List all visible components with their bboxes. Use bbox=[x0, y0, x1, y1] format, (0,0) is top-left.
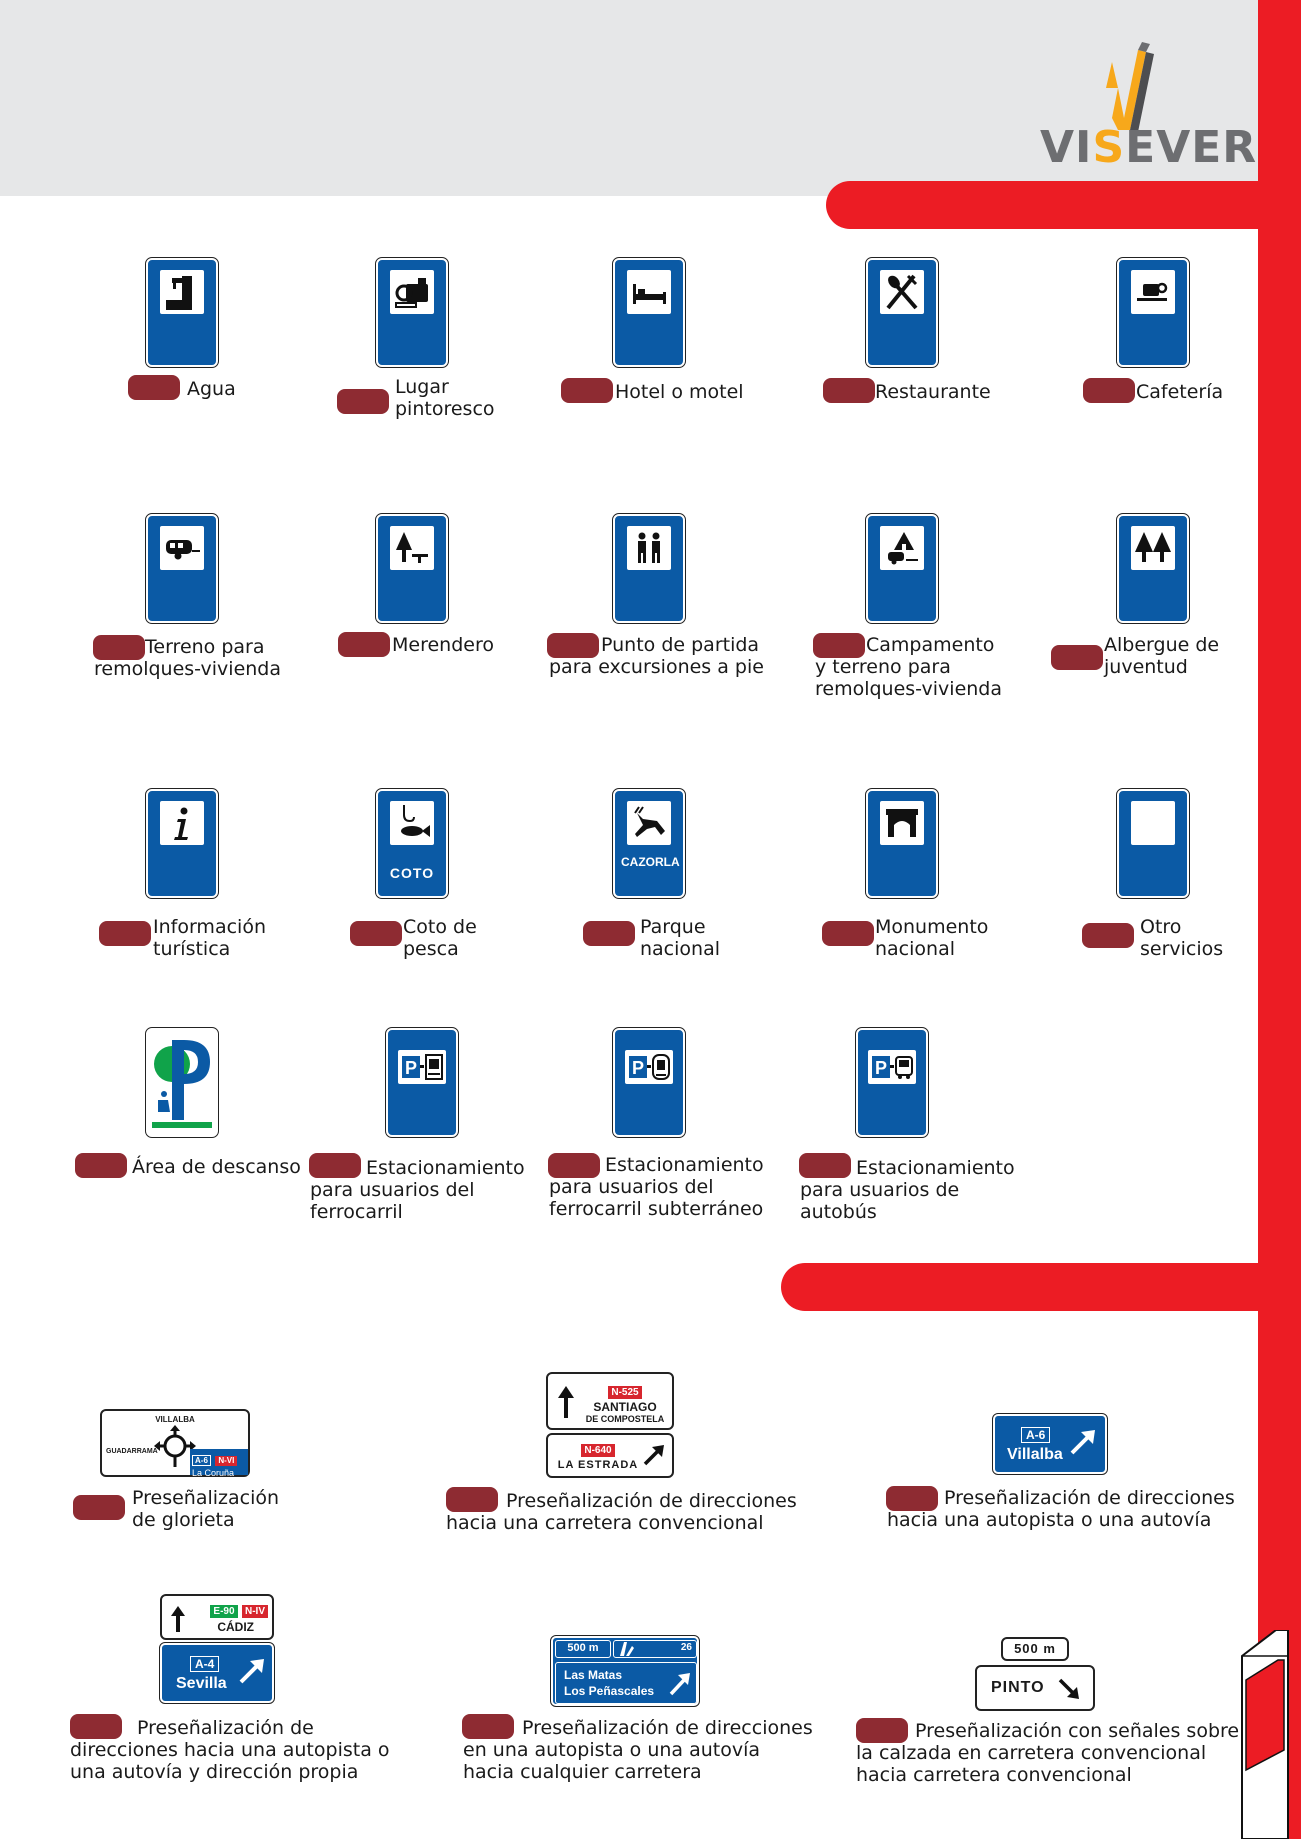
arrow-up-right-icon bbox=[642, 1443, 666, 1467]
sign-restaurante bbox=[866, 258, 938, 367]
brand-name-accent: S bbox=[1092, 122, 1126, 173]
dir-label: Preseñalización con señales sobre la calzada en carretera convencional hacia carretera convencional bbox=[856, 1720, 1240, 1786]
sign-code-chip bbox=[99, 921, 151, 946]
brand-name-post: EVER bbox=[1125, 122, 1258, 173]
calzada-distance: 500 m bbox=[1001, 1637, 1069, 1661]
propia-dest: Sevilla bbox=[176, 1675, 227, 1692]
autopista-road: A-6 bbox=[1021, 1427, 1050, 1443]
sign-cualquier bbox=[551, 1636, 699, 1706]
brand-name bbox=[1040, 122, 1257, 173]
svg-text:P: P bbox=[631, 1058, 645, 1078]
dir-label: Preseñalización de glorieta bbox=[132, 1487, 280, 1531]
dir-label: Preseñalización de direcciones hacia una autopista o una autovía bbox=[887, 1487, 1235, 1531]
sign-parking-ferrocarril bbox=[386, 1028, 458, 1137]
monument-icon bbox=[880, 801, 924, 845]
arrow-up-icon bbox=[556, 1386, 576, 1418]
arrow-up-right-icon bbox=[238, 1657, 266, 1685]
sign-merendero bbox=[376, 514, 448, 623]
sign-label: Coto de pesca bbox=[403, 916, 477, 960]
dir-label: Preseñalización de direcciones hacia una carretera convencional bbox=[446, 1490, 797, 1534]
convencional-bottom-dest: LA ESTRADA bbox=[557, 1459, 639, 1471]
arrow-up-right-icon bbox=[668, 1671, 692, 1697]
sign-plate-text: COTO bbox=[389, 865, 435, 881]
cualquier-dest-box bbox=[555, 1662, 697, 1704]
propia-top-dest: CÁDIZ bbox=[217, 1620, 254, 1634]
propia-top-road1: E-90 bbox=[210, 1605, 237, 1618]
sign-glorieta bbox=[100, 1409, 250, 1477]
sign-label: Estacionamiento para usuarios de autobús bbox=[800, 1157, 1015, 1223]
calzada-dest: PINTO bbox=[991, 1679, 1045, 1696]
hikers-icon bbox=[627, 526, 671, 570]
dir-label: Preseñalización de direcciones hacia una autopista o una autovía y dirección propia bbox=[70, 1717, 390, 1783]
arrow-up-right-icon bbox=[1069, 1428, 1097, 1456]
cualquier-exit-box bbox=[613, 1640, 697, 1658]
arrow-up-icon bbox=[170, 1606, 186, 1632]
glorieta-north: VILLALBA bbox=[155, 1415, 195, 1424]
propia-road: A-4 bbox=[190, 1656, 219, 1672]
sign-hotel bbox=[613, 258, 685, 367]
sign-propia-top bbox=[160, 1594, 274, 1640]
sign-label: Hotel o motel bbox=[615, 381, 744, 403]
sign-code-chip bbox=[338, 632, 390, 657]
sign-code-chip bbox=[823, 378, 875, 403]
sign-code-chip bbox=[1082, 923, 1134, 948]
sign-label: Información turística bbox=[153, 916, 266, 960]
sign-code-chip bbox=[822, 921, 874, 946]
fish-hook-icon bbox=[390, 801, 434, 845]
rest-area-icon bbox=[148, 1030, 216, 1135]
sign-plate-text: CAZORLA bbox=[621, 855, 680, 869]
sign-label: Lugar pintoresco bbox=[395, 376, 495, 420]
sign-label: Área de descanso bbox=[132, 1156, 301, 1178]
caravan-icon bbox=[160, 526, 204, 570]
blank-icon bbox=[1131, 801, 1175, 845]
sign-parking-subterraneo bbox=[613, 1028, 685, 1137]
parking-train-icon bbox=[398, 1050, 446, 1084]
brand-name-pre: VI bbox=[1040, 122, 1093, 173]
propia-top-road2: N-IV bbox=[242, 1605, 268, 1618]
dir-label: Preseñalización de direcciones en una autopista o una autovía hacia cualquier carretera bbox=[463, 1717, 813, 1783]
cualquier-line2: Los Peñascales bbox=[564, 1684, 655, 1698]
sign-parking-autobus bbox=[856, 1028, 928, 1137]
sign-code-chip bbox=[75, 1153, 127, 1178]
glorieta-road1: A-6 bbox=[192, 1455, 211, 1466]
sign-label: Restaurante bbox=[875, 381, 991, 403]
road-marker-post-icon bbox=[1240, 1630, 1290, 1839]
convencional-top-line2: DE COMPOSTELA bbox=[585, 1414, 665, 1424]
svg-text:P: P bbox=[874, 1058, 888, 1078]
cualquier-line1: Las Matas bbox=[564, 1668, 623, 1682]
convencional-top-line1: SANTIAGO bbox=[593, 1400, 657, 1414]
sign-label: Campamento y terreno para remolques-vivienda bbox=[815, 634, 1003, 700]
glorieta-blue-plate bbox=[190, 1449, 248, 1478]
sign-label: Parque nacional bbox=[640, 916, 720, 960]
sign-label: Cafetería bbox=[1136, 381, 1224, 403]
sign-label: Merendero bbox=[392, 634, 494, 656]
sign-label: Estacionamiento para usuarios del ferrocarril bbox=[310, 1157, 525, 1223]
sign-label: Albergue de juventud bbox=[1104, 634, 1220, 678]
sign-remolques bbox=[146, 514, 218, 623]
sign-informacion bbox=[146, 789, 218, 898]
sign-cafeteria bbox=[1117, 258, 1189, 367]
sign-code-chip bbox=[583, 921, 635, 946]
sign-code-chip bbox=[1083, 378, 1135, 403]
sign-convencional-bottom bbox=[546, 1433, 674, 1478]
camera-icon bbox=[390, 270, 434, 314]
section-tab-services bbox=[826, 181, 1266, 229]
sign-label: Estacionamiento para usuarios del ferrocarril subterráneo bbox=[549, 1154, 764, 1220]
coffee-cup-icon bbox=[1131, 270, 1175, 314]
sign-code-chip bbox=[561, 378, 613, 403]
sign-excursiones bbox=[613, 514, 685, 623]
sign-albergue bbox=[1117, 514, 1189, 623]
bed-icon bbox=[627, 270, 671, 314]
sign-agua bbox=[146, 258, 218, 367]
sign-campamento bbox=[866, 514, 938, 623]
sign-lugar-pintoresco bbox=[376, 258, 448, 367]
sign-otro-servicios bbox=[1117, 789, 1189, 898]
sign-label: Terreno para remolques-vivienda bbox=[94, 636, 282, 680]
exit-ramp-icon bbox=[618, 1642, 634, 1656]
cualquier-exit: 26 bbox=[680, 1642, 692, 1653]
sign-code-chip bbox=[350, 921, 402, 946]
red-side-stripe bbox=[1258, 0, 1301, 1839]
sign-code-chip bbox=[1051, 645, 1103, 670]
parking-bus-icon bbox=[868, 1050, 916, 1084]
convencional-bottom-road: N-640 bbox=[581, 1444, 614, 1457]
sign-code-chip bbox=[73, 1495, 125, 1520]
arrow-down-right-icon bbox=[1057, 1677, 1081, 1701]
sign-label: Punto de partida para excursiones a pie bbox=[549, 634, 764, 678]
sign-code-chip bbox=[128, 375, 180, 400]
sign-label: Otro servicios bbox=[1140, 916, 1224, 960]
trees-icon bbox=[1131, 526, 1175, 570]
sign-propia-bottom bbox=[160, 1643, 274, 1703]
sign-label: Agua bbox=[187, 378, 236, 400]
svg-text:P: P bbox=[404, 1058, 418, 1078]
autopista-dest: Villalba bbox=[1007, 1446, 1063, 1463]
fork-spoon-icon bbox=[880, 270, 924, 314]
sign-code-chip bbox=[337, 389, 389, 414]
info-icon bbox=[160, 801, 204, 845]
parking-metro-icon bbox=[625, 1050, 673, 1084]
cualquier-distance: 500 m bbox=[555, 1640, 611, 1658]
sign-convencional-top bbox=[546, 1372, 674, 1430]
sign-calzada bbox=[975, 1665, 1095, 1711]
water-fountain-icon bbox=[160, 270, 204, 314]
sign-area-descanso bbox=[146, 1028, 218, 1137]
sign-monumento bbox=[866, 789, 938, 898]
convencional-top-road: N-525 bbox=[608, 1386, 641, 1399]
glorieta-road2: N-VI bbox=[215, 1456, 237, 1466]
deer-icon bbox=[627, 801, 671, 845]
tree-table-icon bbox=[390, 526, 434, 570]
sign-label: Monumento nacional bbox=[875, 916, 989, 960]
sign-coto-pesca bbox=[376, 789, 448, 898]
glorieta-east: La Coruña bbox=[192, 1468, 235, 1478]
glorieta-west: GUADARRAMA bbox=[106, 1448, 158, 1455]
sign-parque-nacional bbox=[613, 789, 685, 898]
sign-autopista bbox=[993, 1414, 1107, 1474]
section-tab-directions bbox=[781, 1263, 1266, 1311]
tent-caravan-icon bbox=[880, 526, 924, 570]
